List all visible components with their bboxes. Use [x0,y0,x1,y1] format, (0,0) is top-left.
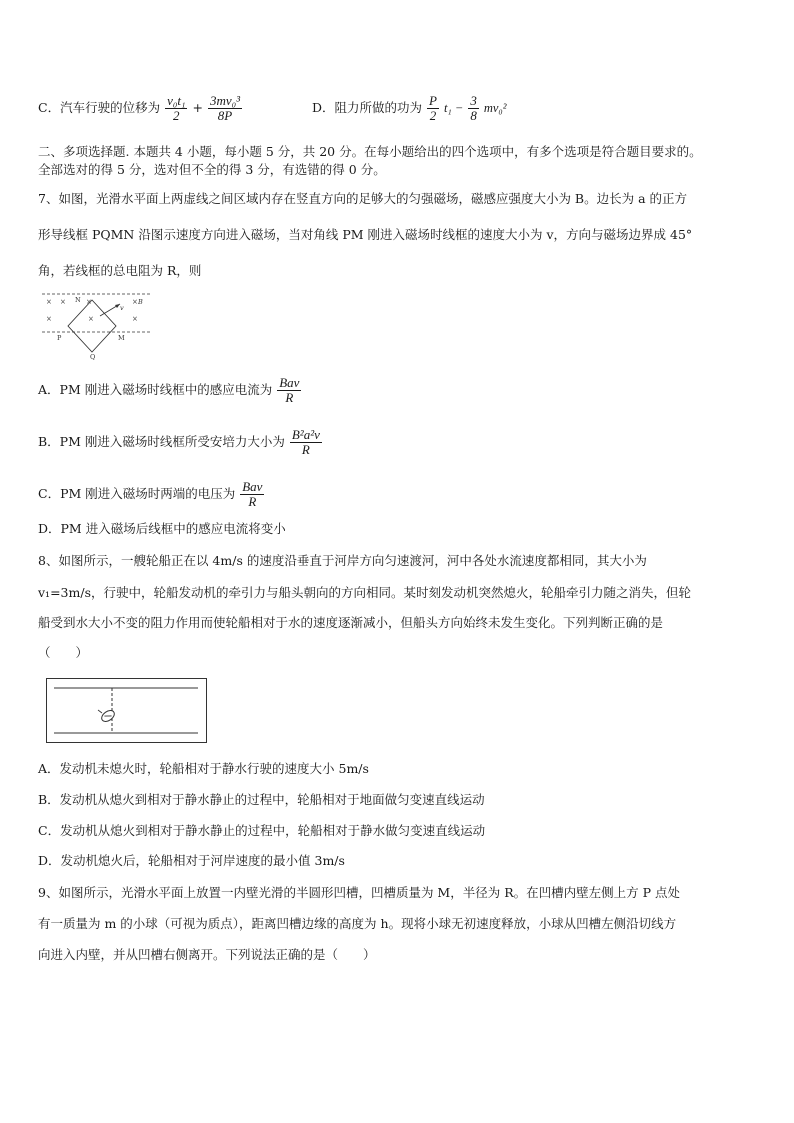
svg-text:×: × [46,315,52,323]
q7-option-a-fraction: $\frac{\text{Bav}}{R}$ [279,375,300,405]
q8-option-d: D．发动机熄火后，轮船相对于河岸速度的最小值 3m/s [38,853,345,868]
q8-option-a: A．发动机未熄火时，轮船相对于静水行驶的速度大小 5m/s [38,761,369,776]
q6-option-c-fraction-2: $\frac{\text{3mv₀³}}{8P}$ [209,93,241,123]
q8-stem-line1: 8、如图所示，一艘轮船正在以 4m/s 的速度沿垂直于河岸方向匀速渡河，河中各处水流速度都相同，其大小为 [38,553,647,568]
section2-line1: 二、多项选择题. 本题共 4 小题，每小题 5 分，共 20 分。在每小题给出的四个选项中，有多个选项是符合题目要求的。 [38,144,702,159]
q8-option-c: C．发动机从熄火到相对于静水静止的过程中，轮船相对于静水做匀变速直线运动 [38,823,486,838]
q7-stem-line1: 7、如图，光滑水平面上两虚线之间区域内存在竖直方向的足够大的匀强磁场，磁感应强度大小为 B。边长为 a 的正方 [38,191,688,206]
q8-figure [46,678,208,744]
q7-option-a: A．PM 刚进入磁场时线框中的感应电流为 $\frac{\text{Bav}}{R}$ [38,375,300,405]
q6-option-c: C．汽车行驶的位移为 $\frac{\text{v₀t₁}}{2}$ + $\frac{\text{3mv₀³}}{8P}$ [38,93,241,123]
svg-text:×: × [132,315,138,323]
svg-text:×: × [88,315,94,323]
q9-stem-line2: 有一质量为 m 的小球（可视为质点），距离凹槽边缘的高度为 h。现将小球无初速度释放，小球从凹槽左侧沿切线方 [38,916,677,931]
q8-stem-line2: v₁=3m/s，行驶中，轮船发动机的牵引力与船头朝向的方向相同。某时刻发动机突然熄火，轮船牵引力随之消失，但轮 [38,585,691,600]
q7-figure [40,288,160,360]
q6-option-d-label: D．阻力所做的功为 [312,100,423,115]
q6-option-c-fraction-1: $\frac{\text{v₀t₁}}{2}$ [167,93,186,123]
svg-text:×: × [86,298,92,306]
q7-fig-label-b: B [138,298,143,306]
q7-fig-cross: × [46,298,52,306]
q9-stem-line3: 向进入内壁，并从凹槽右侧离开。下列说法正确的是（ ） [38,947,376,962]
q7-stem-line3: 角，若线框的总电阻为 R，则 [38,263,202,278]
q7-fig-label-v: v [120,304,124,312]
q8-stem-line3: 船受到水大小不变的阻力作用而使轮船相对于水的速度逐渐减小，但船头方向始终未发生变化。下列判断正确的是 [38,615,664,630]
q6-option-c-label: C．汽车行驶的位移为 [38,100,161,115]
q9-stem-line1: 9、如图所示，光滑水平面上放置一内壁光滑的半圆形凹槽，凹槽质量为 M，半径为 R。在凹槽内壁左侧上方 P 点处 [38,885,680,900]
svg-text:×: × [60,298,66,306]
q8-option-b: B．发动机从熄火到相对于静水静止的过程中，轮船相对于地面做匀变速直线运动 [38,792,485,807]
q7-option-b: B．PM 刚进入磁场时线框所受安培力大小为 $\frac{\text{B²a²v}}{R}$ [38,427,320,457]
q6-option-d-fraction-2: $\frac{3}{8}$ [470,93,477,123]
q7-option-b-fraction: $\frac{\text{B²a²v}}{R}$ [291,427,320,457]
q7-fig-label-m: M [118,334,125,342]
q7-option-c: C．PM 刚进入磁场时两端的电压为 $\frac{\text{Bav}}{R}$ [38,479,263,509]
q7-option-c-fraction: $\frac{\text{Bav}}{R}$ [242,479,263,509]
q8-stem-line4: （ ） [38,645,89,660]
q7-fig-label-p: P [57,334,62,342]
q7-option-d: D．PM 进入磁场后线框中的感应电流将变小 [38,521,286,536]
q7-stem-line2: 形导线框 PQMN 沿图示速度方向进入磁场，当对角线 PM 刚进入磁场时线框的速度大小为 v，方向与磁场边界成 45° [38,227,693,242]
svg-text:×: × [132,298,138,306]
section2-line2: 全部选对的得 5 分，选对但不全的得 3 分，有选错的得 0 分。 [38,162,386,177]
q7-fig-label-q: Q [90,353,96,360]
q7-fig-label-n: N [75,296,81,304]
q6-option-d: D．阻力所做的功为 $\frac{P}{2}$ t₁ − $\frac{3}{8}$ mv₀² [312,93,507,123]
q6-option-d-fraction-1: $\frac{P}{2}$ [429,93,437,123]
